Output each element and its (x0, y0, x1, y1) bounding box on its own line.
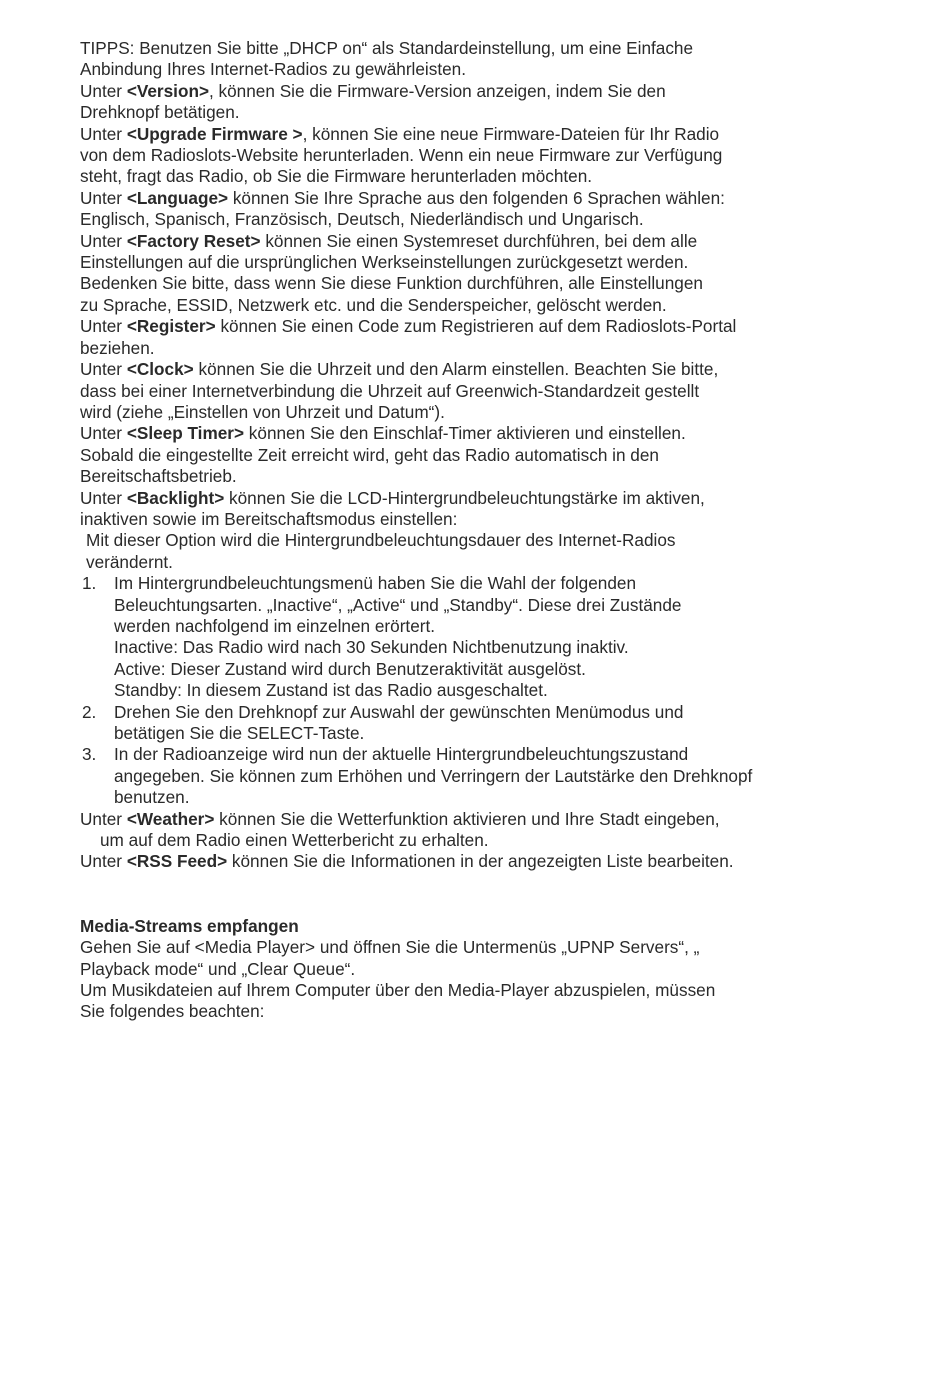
register-paragraph (80, 316, 910, 359)
menu-term-version: <Version> (126, 80, 209, 101)
text-line: angegeben. Sie können zum Erhöhen und Verringern der Lautstärke den Drehknopf (114, 765, 753, 786)
rss-paragraph (80, 851, 910, 872)
manual-page (80, 38, 910, 1023)
text-line: Bedenken Sie bitte, dass wenn Sie diese Funktion durchführen, alle Einstellungen (80, 273, 703, 294)
text-line: Bereitschaftsbetrieb. (80, 466, 237, 487)
weather-paragraph (80, 809, 910, 852)
text-run: können Sie einen Systemreset durchführen, bei dem alle (260, 230, 698, 251)
text-line: beziehen. (80, 337, 155, 358)
menu-term-language: <Language> (126, 187, 229, 208)
section-heading: Media-Streams empfangen (80, 915, 299, 936)
text-line: betätigen Sie die SELECT-Taste. (114, 723, 365, 743)
menu-term-rss-feed: <RSS Feed> (126, 851, 228, 872)
text-line: Sie folgendes beachten: (80, 1001, 265, 1022)
text-run: Unter (80, 230, 127, 251)
text-run: Unter (80, 487, 127, 508)
text-run: können Sie die LCD-Hintergrundbeleuchtungstärke im aktiven, (224, 487, 705, 508)
text-line: Drehknopf betätigen. (80, 102, 240, 123)
text-line: inaktiven sowie im Bereitschaftsmodus einstellen: (80, 508, 458, 529)
numbered-step-3 (80, 744, 910, 808)
sleep-timer-paragraph (80, 423, 910, 487)
text-line: In der Radioanzeige wird nun der aktuelle Hintergrundbeleuchtungszustand (114, 744, 689, 765)
text-line (80, 851, 910, 872)
text-run: Unter (80, 808, 127, 829)
text-run: , können Sie die Firmware-Version anzeigen, indem Sie den (208, 80, 666, 101)
step-number: 2. (82, 701, 97, 722)
text-line: Um Musikdateien auf Ihrem Computer über den Media-Player abzuspielen, müssen (80, 980, 716, 1001)
menu-term-register: <Register> (126, 316, 216, 337)
text-line: zu Sprache, ESSID, Netzwerk etc. und die Senderspeicher, gelöscht werden. (80, 294, 667, 315)
text-run: Unter (80, 423, 127, 444)
text-run: Unter (80, 316, 127, 337)
text-run: , können Sie eine neue Firmware-Dateien für Ihr Radio (302, 123, 720, 144)
text-run: Unter (80, 187, 127, 208)
text-line (80, 423, 910, 444)
text-run: Unter (80, 851, 127, 872)
numbered-step-2 (80, 702, 910, 745)
text-line (80, 231, 910, 252)
text-line: wird (ziehe „Einstellen von Uhrzeit und Datum“). (80, 401, 445, 422)
text-line: Sobald die eingestellte Zeit erreicht wird, geht das Radio automatisch in den (80, 444, 659, 465)
clock-paragraph (80, 359, 910, 423)
factory-reset-paragraph (80, 231, 910, 317)
text-line (80, 188, 910, 209)
text-line: steht, fragt das Radio, ob Sie die Firmware herunterladen möchten. (80, 166, 593, 187)
text-run: Unter (80, 80, 127, 101)
text-run: Unter (80, 359, 127, 380)
text-line: TIPPS: Benutzen Sie bitte „DHCP on“ als Standardeinstellung, um eine Einfache (80, 38, 694, 58)
menu-term-backlight: <Backlight> (126, 487, 225, 508)
menu-term-sleep-timer: <Sleep Timer> (126, 423, 245, 444)
text-line (80, 359, 910, 380)
numbered-step-1 (80, 573, 910, 701)
menu-term-upgrade: <Upgrade Firmware > (126, 123, 303, 144)
step-number: 1. (82, 573, 97, 594)
text-run: Unter (80, 123, 127, 144)
text-line: Einstellungen auf die ursprünglichen Werkseinstellungen zurückgesetzt werden. (80, 252, 689, 273)
text-line: um auf dem Radio einen Wetterbericht zu erhalten. (100, 830, 489, 851)
text-run: können Sie die Wetterfunktion aktivieren und Ihre Stadt eingeben, (214, 808, 720, 829)
text-line (80, 809, 910, 830)
menu-term-weather: <Weather> (126, 808, 215, 829)
text-line (80, 488, 910, 509)
step-number: 3. (82, 744, 97, 765)
text-line: von dem Radioslots-Website herunterladen. Wenn ein neue Firmware zur Verfügung (80, 145, 723, 166)
tipps-paragraph (80, 38, 910, 81)
text-line: Anbindung Ihres Internet-Radios zu gewährleisten. (80, 59, 466, 80)
text-line: Im Hintergrundbeleuchtungsmenü haben Sie die Wahl der folgenden (114, 573, 637, 594)
media-section (80, 916, 910, 1023)
text-line: benutzen. (114, 787, 190, 808)
text-run: können Sie den Einschlaf-Timer aktivieren und einstellen. (244, 423, 686, 444)
language-paragraph (80, 188, 910, 231)
text-line: Beleuchtungsarten. „Inactive“, „Active“ und „Standby“. Diese drei Zustände (114, 594, 682, 615)
menu-term-clock: <Clock> (126, 359, 194, 380)
version-paragraph (80, 81, 910, 124)
text-run: können Sie einen Code zum Registrieren auf dem Radioslots-Portal (215, 316, 737, 337)
text-line: Active: Dieser Zustand wird durch Benutzeraktivität ausgelöst. (114, 658, 586, 679)
text-line: verändernt. (86, 551, 173, 572)
text-line: werden nachfolgend im einzelnen erörtert. (114, 615, 436, 636)
text-line: Standby: In diesem Zustand ist das Radio ausgeschaltet. (114, 680, 548, 701)
menu-term-factory-reset: <Factory Reset> (126, 230, 261, 251)
text-run: können Sie Ihre Sprache aus den folgenden 6 Sprachen wählen: (228, 187, 725, 208)
text-line (80, 124, 910, 145)
text-line: Inactive: Das Radio wird nach 30 Sekunden Nichtbenutzung inaktiv. (114, 637, 629, 658)
text-line: dass bei einer Internetverbindung die Uhrzeit auf Greenwich-Standardzeit gestellt (80, 380, 700, 401)
text-line: Englisch, Spanisch, Französisch, Deutsch, Niederländisch und Ungarisch. (80, 209, 644, 230)
text-line (80, 316, 910, 337)
upgrade-paragraph (80, 124, 910, 188)
text-line: Drehen Sie den Drehknopf zur Auswahl der gewünschten Menümodus und (114, 701, 684, 722)
text-line (80, 81, 910, 102)
text-line: Playback mode“ und „Clear Queue“. (80, 958, 356, 979)
text-run: können Sie die Uhrzeit und den Alarm einstellen. Beachten Sie bitte, (193, 359, 719, 380)
text-run: können Sie die Informationen in der angezeigten Liste bearbeiten. (227, 851, 734, 872)
section-spacer (80, 873, 910, 916)
backlight-paragraph (80, 488, 910, 809)
text-line: Gehen Sie auf <Media Player> und öffnen Sie die Untermenüs „UPNP Servers“, „ (80, 937, 700, 958)
text-line: Mit dieser Option wird die Hintergrundbeleuchtungsdauer des Internet-Radios (86, 530, 676, 551)
